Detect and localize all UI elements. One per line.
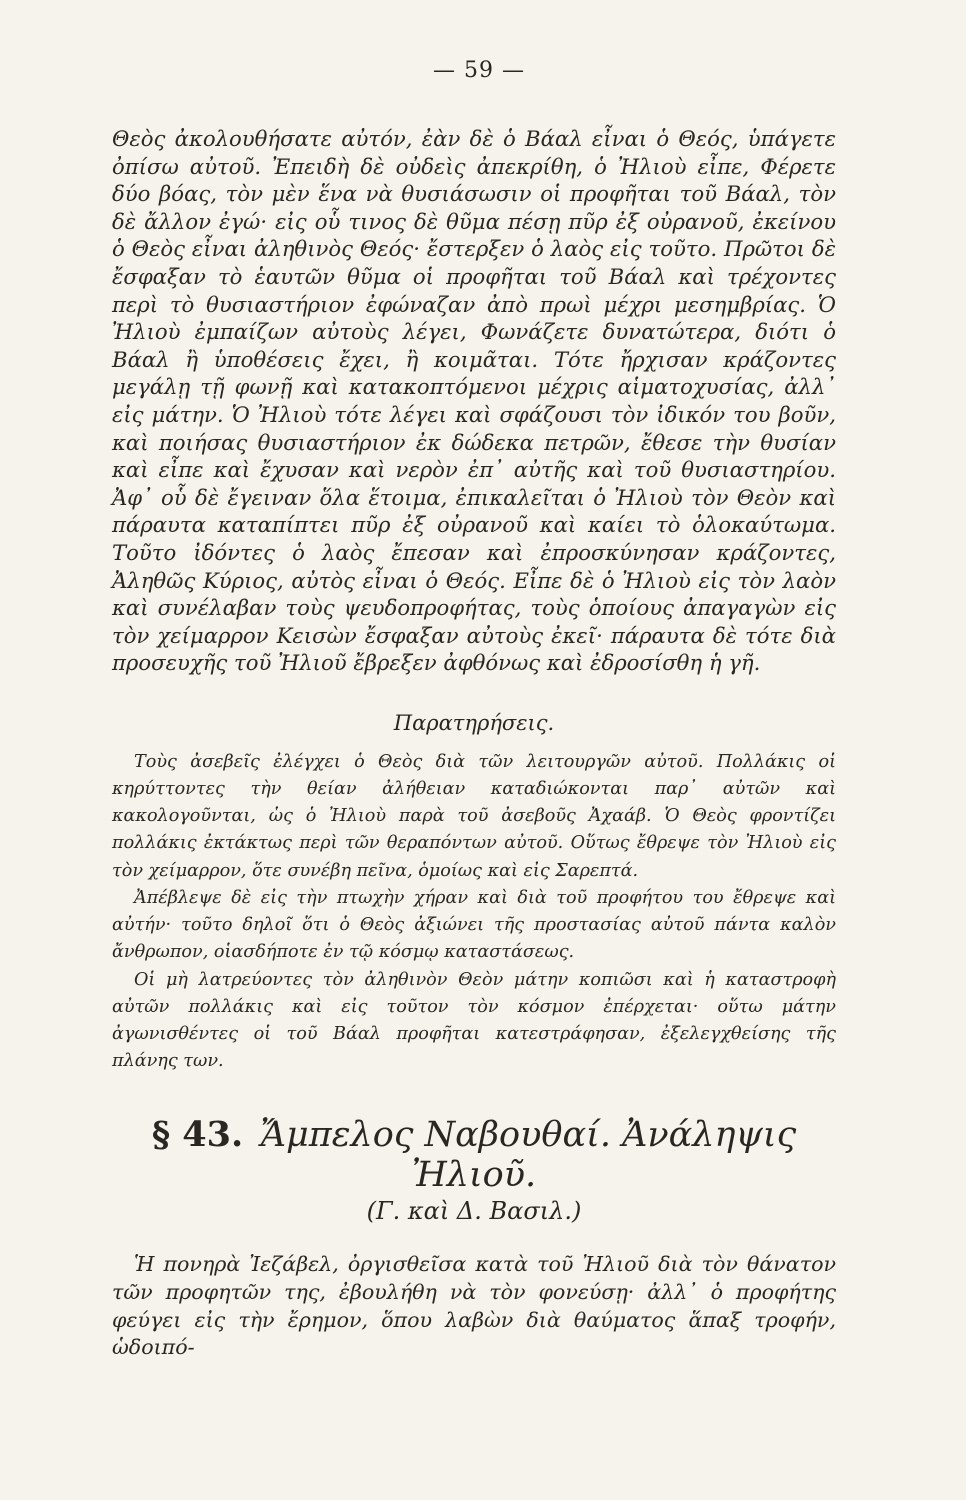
section-number: § 43. <box>151 1114 244 1156</box>
observation-paragraph-2: Ἀπέβλεψε δὲ εἰς τὴν πτωχὴν χήραν καὶ διὰ τοῦ προφήτου του ἔθρεψε καὶ αὐτήν· τοῦτο δηλοῖ ὅτι ὁ Θεὸς ἀξιώνει τῆς προστασίας αὐτοῦ πάντα καλὸν ἄνθρωπον, οἱασδήποτε ἐν τῷ κόσμῳ καταστάσεως. <box>112 887 836 963</box>
main-text-block <box>112 125 836 677</box>
observation-paragraph-3: Οἱ μὴ λατρεύοντες τὸν ἀληθινὸν Θεὸν μάτην κοπιῶσι καὶ ἡ καταστροφὴ αὐτῶν πολλάκις καὶ εἰς τοῦτον τὸν κόσμον ἐπέρχεται· οὕτω μάτην ἀγωνισθέντες οἱ τοῦ Βάαλ προφῆται κατεστράφησαν, ἐξελεγχθείσης τῆς πλάνης των. <box>112 969 836 1072</box>
page-number: — 59 — <box>433 58 525 83</box>
section-heading <box>112 1115 836 1195</box>
observations-heading: Παρατηρήσεις. <box>393 710 555 735</box>
observation-paragraph-1: Τοὺς ἀσεβεῖς ἐλέγχει ὁ Θεὸς διὰ τῶν λειτουργῶν αὐτοῦ. Πολλάκις οἱ κηρύττοντες τὴν θείαν ἀλήθειαν καταδιώκονται παρ᾽ αὐτῶν καὶ κακολογοῦνται, ὡς ὁ Ἠλιοὺ παρὰ τοῦ ἀσεβοῦς Ἀχαάβ. Ὁ Θεὸς φροντίζει πολλάκις ἐκτάκτως περὶ τῶν θεραπόντων αὐτοῦ. Οὕτως ἔθρεψε τὸν Ἠλιοὺ εἰς τὸν χείμαρρον, ὅτε συνέβη πεῖνα, ὁμοίως καὶ εἰς Σαρεπτά. <box>112 751 836 881</box>
section-title: Ἄμπελος Ναβουθαί. Ἀνάληψις Ἠλιοῦ. <box>260 1115 797 1196</box>
main-paragraph: Θεὸς ἀκολουθήσατε αὐτόν, ἐὰν δὲ ὁ Βάαλ εἶναι ὁ Θεός, ὑπάγετε ὀπίσω αὐτοῦ. Ἐπειδὴ δὲ οὐδεὶς ἀπεκρίθη, ὁ Ἠλιοὺ εἶπε, Φέρετε δύο βόας, τὸν μὲν ἕνα νὰ θυσιάσωσιν οἱ προφῆται τοῦ Βάαλ, τὸν δὲ ἄλλον ἐγώ· εἰς οὗ τινος δὲ θῦμα πέσῃ πῦρ ἐξ οὐρανοῦ, ἐκείνου ὁ Θεὸς εἶναι ἀληθινὸς Θεός· ἔστερξεν ὁ λαὸς εἰς τοῦτο. Πρῶτοι δὲ ἔσφαξαν τὸ ἑαυτῶν θῦμα οἱ προφῆται τοῦ Βάαλ καὶ τρέχοντες περὶ τὸ θυσιαστήριον ἐφώναζαν ἀπὸ πρωὶ μέχρι μεσημβρίας. Ὁ Ἠλιοὺ ἐμπαίζων αὐτοὺς λέγει, Φωνάζετε δυνατώτερα, διότι ὁ Βάαλ ἢ ὑποθέσεις ἔχει, ἢ κοιμᾶται. Τότε ἤρχισαν κράζοντες μεγάλῃ τῇ φωνῇ καὶ κατακοπτόμενοι μέχρις αἱματοχυσίας, ἀλλ᾽ εἰς μάτην. Ὁ Ἠλιοὺ τότε λέγει καὶ σφάζουσι τὸν ἰδικόν του βοῦν, καὶ ποιήσας θυσιαστήριον ἐκ δώδεκα πετρῶν, ἔθεσε τὴν θυσίαν καὶ εἶπε καὶ ἔχυσαν καὶ νερὸν ἐπ᾽ αὐτῆς καὶ τοῦ θυσιαστηρίου. Ἀφ᾽ οὗ δὲ ἔγειναν ὅλα ἕτοιμα, ἐπικαλεῖται ὁ Ἠλιοὺ τὸν Θεὸν καὶ πάραυτα καταπίπτει πῦρ ἐξ οὐρανοῦ καὶ καίει τὸ ὁλοκαύτωμα. Τοῦτο ἰδόντες ὁ λαὸς ἔπεσαν καὶ ἐπροσκύνησαν κράζοντες, Ἀληθῶς Κύριος, αὐτὸς εἶναι ὁ Θεός. Εἶπε δὲ ὁ Ἠλιοὺ εἰς τὸν λαὸν καὶ συνέλαβαν τοὺς ψευδοπροφήτας, τοὺς ὁποίους ἀπαγαγὼν εἰς τὸν χείμαρρον Κεισὼν ἔσφαξαν αὐτοὺς ἐκεῖ· πάραυτα δὲ τότε διὰ προσευχῆς τοῦ Ἠλιοῦ ἔβρεξεν ἀφθόνως καὶ ἐδροσίσθη ἡ γῆ. <box>112 126 836 676</box>
observations-notes <box>112 749 836 1075</box>
section-text-block <box>112 1251 836 1361</box>
section-subheading: (Γ. καὶ Δ. Βασιλ.) <box>366 1197 582 1226</box>
section-paragraph: Ἡ πονηρὰ Ἰεζάβελ, ὀργισθεῖσα κατὰ τοῦ Ἠλιοῦ διὰ τὸν θάνατον τῶν προφητῶν της, ἐβουλήθη νὰ τὸν φονεύσῃ· ἀλλ᾽ ὁ προφήτης φεύγει εἰς τὴν ἔρημον, ὅπου λαβὼν διὰ θαύματος ἅπαξ τροφήν, ὡδοιπό- <box>112 1252 836 1360</box>
